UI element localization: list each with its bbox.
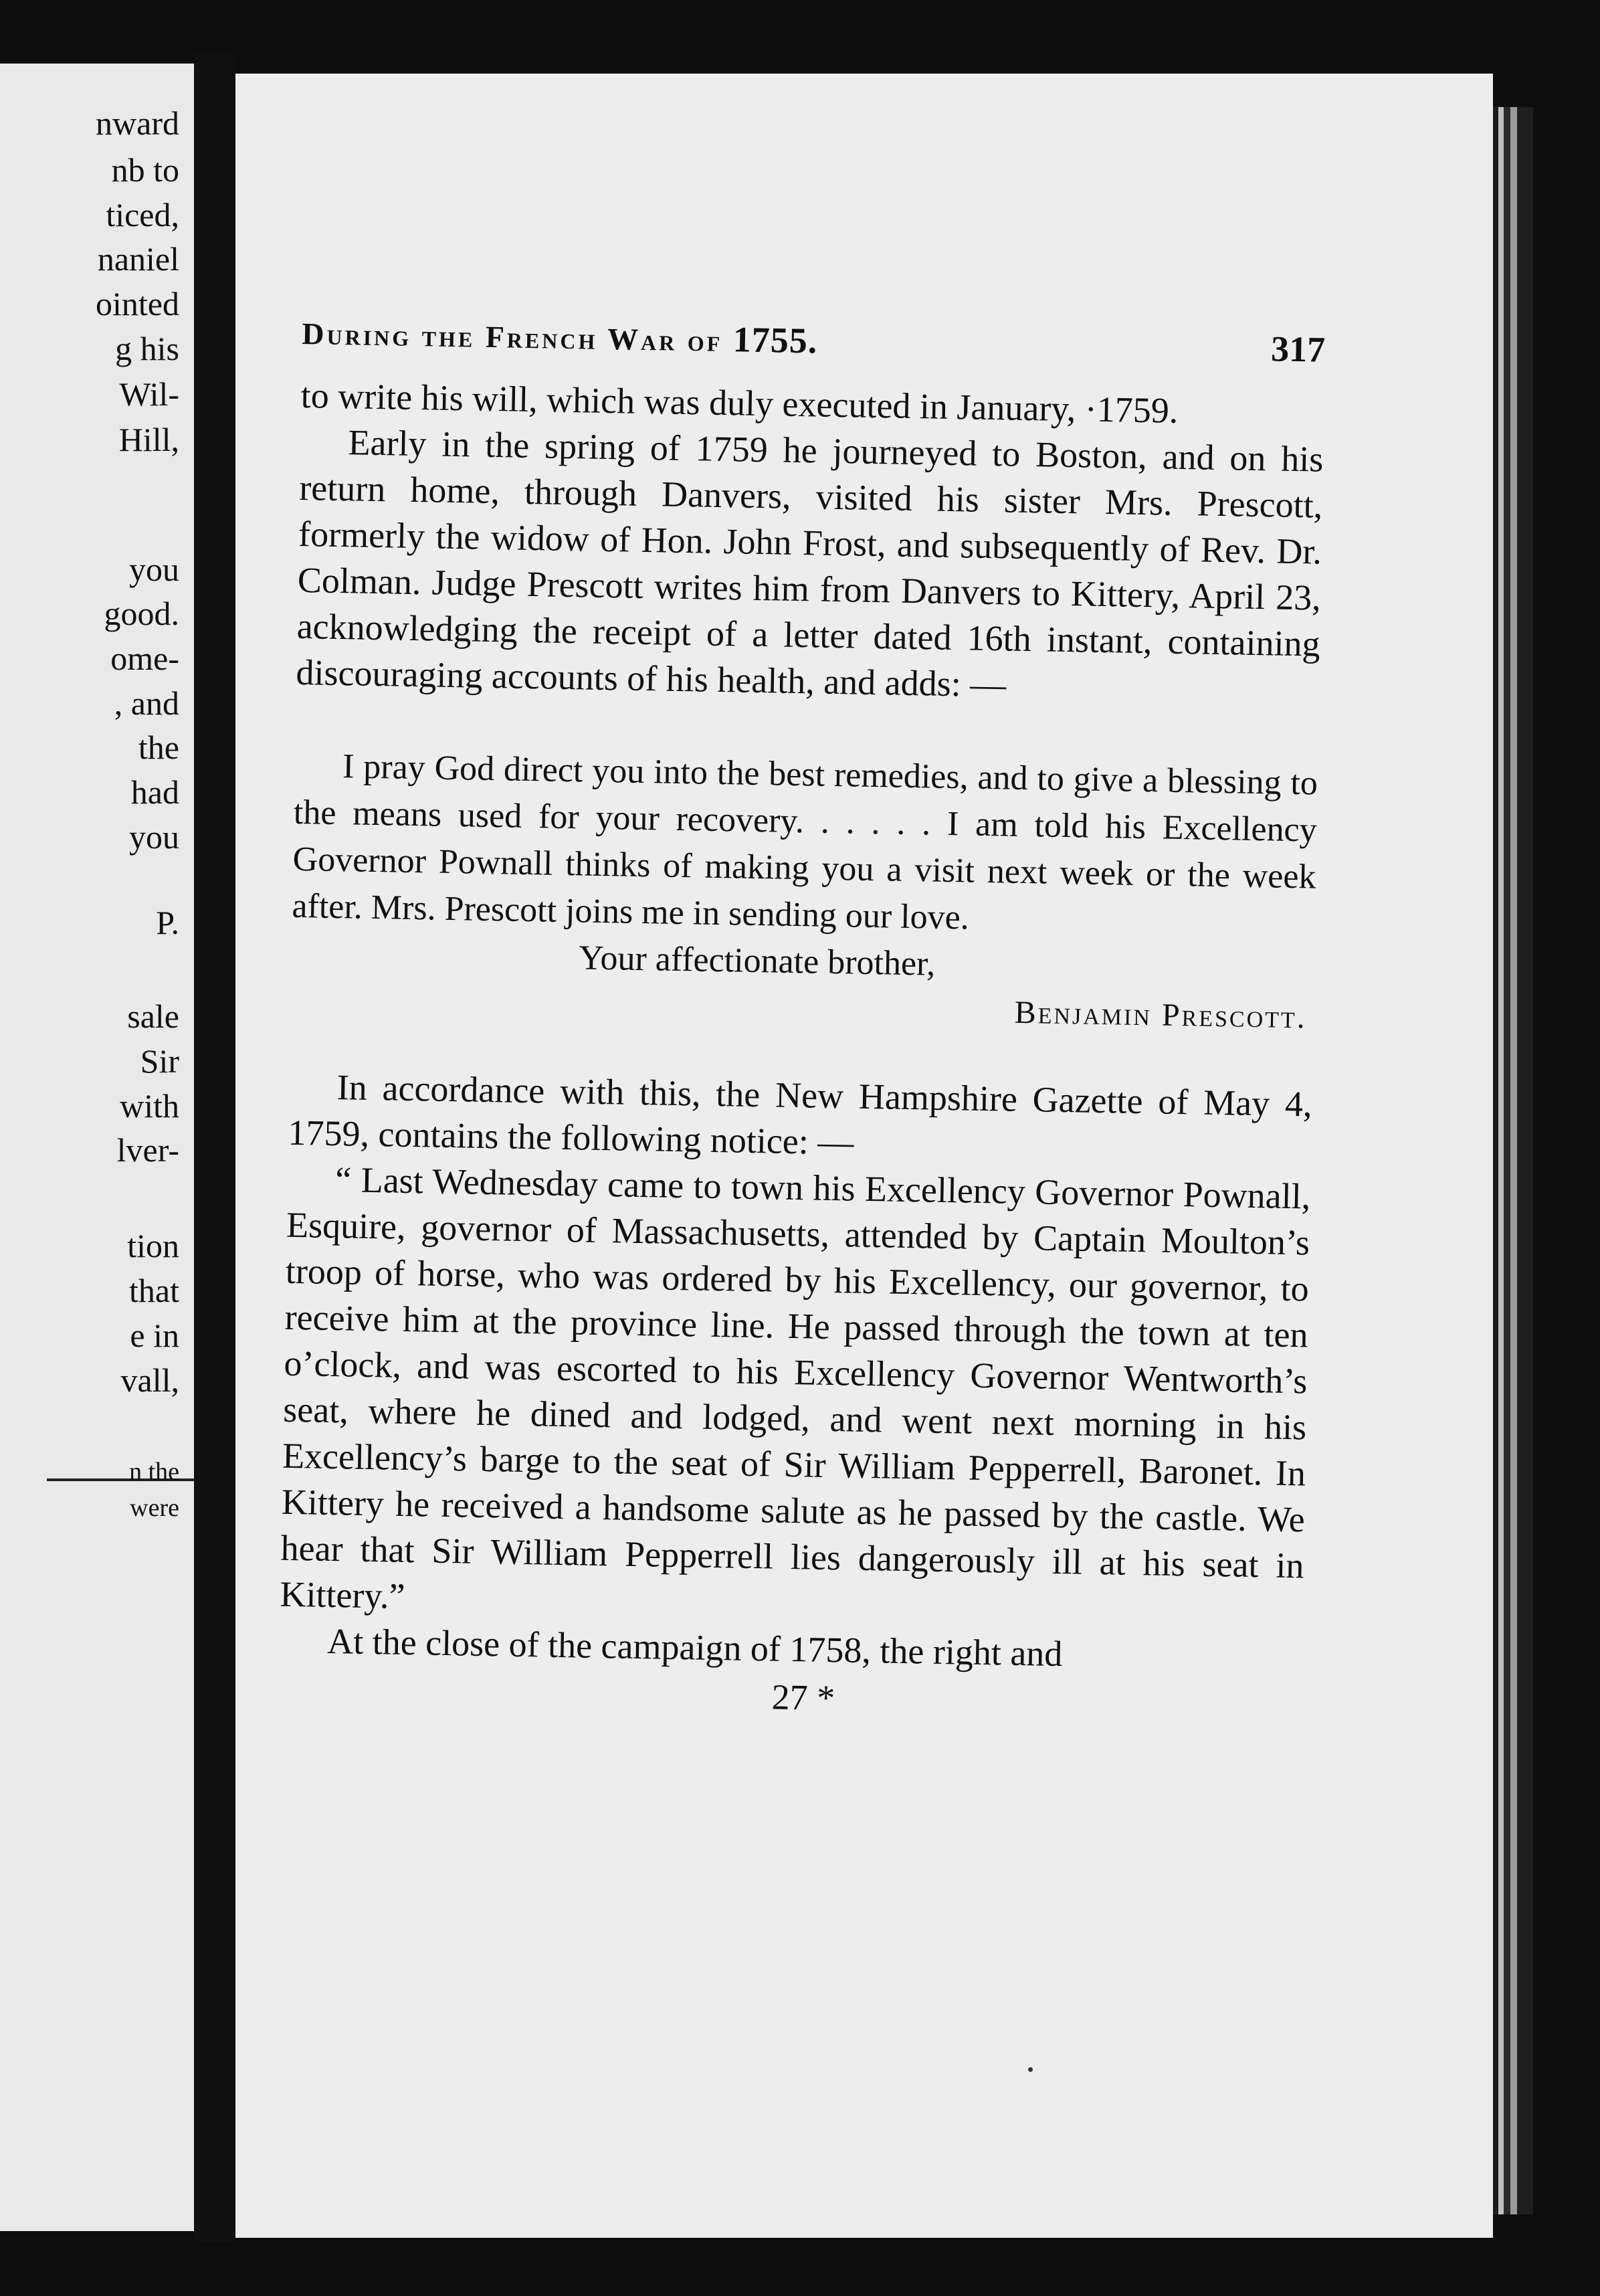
left-page-line-fragment: with: [120, 1087, 179, 1125]
paragraph-gazette-intro: In accordance with this, the New Hampshire Gazette of May 4, 1759, contains the following notice: —: [288, 1067, 1313, 1163]
left-page-line-fragment: Wil-: [119, 375, 179, 413]
left-page-line-fragment: that: [129, 1272, 179, 1309]
left-page-line-fragment: , and: [114, 684, 179, 722]
left-page-line-fragment: sale: [127, 997, 179, 1035]
paragraph-journey: Early in the spring of 1759 he journeyed to Boston, and on his return home, through Danvers, visited his sister Mrs. Prescott, formerly the widow of Hon. John Frost, and subsequently of Rev. Dr. Colman. Judge Prescott writes him from Danvers to Kittery, April 23, acknowledging the receipt of a letter dated 16th instant, containing discouraging accounts of his health, and adds: —: [296, 422, 1324, 705]
page-number: 317: [1270, 328, 1326, 370]
paragraph-will: to write his will, which was duly executed in January, ·1759.: [300, 375, 1179, 431]
left-page-line-fragment: were: [130, 1494, 179, 1522]
left-page-line-fragment: tion: [127, 1227, 179, 1264]
running-title-year: 1755.: [732, 319, 818, 361]
running-title: [302, 311, 818, 361]
left-page-line-fragment: lver-: [116, 1131, 179, 1169]
book-gutter: [194, 54, 235, 2241]
left-page-line-fragment: you: [129, 818, 179, 856]
quoted-letter: [290, 743, 1318, 1042]
left-page-line-fragment: nward: [96, 104, 179, 142]
previous-page-fragment: [0, 64, 194, 2231]
paragraph-gazette-notice: “ Last Wednesday came to town his Excellency Governor Pownall, Esquire, governor of Massachusetts, attended by Captain Moulton’s troop of horse, who was ordered by his Excellency, our governor, to receive him at the province line. He passed through the town at ten o’clock, and was escorted to his Excellency Governor Wentworth’s seat, where he dined and lodged, and went next morning in his Excellency’s barge to the seat of Sir William Pepperrell, Baronet. In Kittery he received a handsome salute as he passed by the castle. We hear that Sir William Pepperrell lies dangerously ill at his seat in Kittery.”: [280, 1159, 1311, 1616]
left-page-line-fragment: nb to: [111, 151, 179, 189]
page-speck: [1028, 2067, 1033, 2072]
running-title-text: During the French War of: [301, 316, 723, 358]
left-page-line-fragment: Hill,: [118, 421, 179, 458]
left-page-line-fragment: you: [129, 551, 179, 588]
page-edges: [1493, 107, 1533, 2214]
left-page-line-fragment: P.: [156, 904, 179, 941]
book-page: [235, 74, 1493, 2238]
letter-body: I pray God direct you into the best remedies, and to give a blessing to the means used for your recovery. . . . . . I am told his Excellency Governor Pownall thinks of making you a visit next week or the week after. Mrs. Prescott joins me in sending our love.: [291, 747, 1318, 937]
signature-name: Benjamin Prescott.: [1014, 994, 1308, 1036]
left-page-line-fragment: Sir: [140, 1042, 179, 1080]
left-page-line-fragment: n the: [129, 1458, 179, 1486]
left-page-line-fragment: ome-: [110, 640, 179, 677]
left-page-line-fragment: vall,: [120, 1361, 179, 1399]
left-page-line-fragment: ointed: [96, 285, 179, 322]
sheet-signature-mark: 27 *: [771, 1677, 835, 1719]
left-page-line-fragment: the: [138, 729, 179, 766]
running-head: [302, 311, 1326, 371]
page-content: [278, 311, 1326, 1727]
letter-closing: Your affectionate brother,: [578, 939, 936, 983]
left-page-line-fragment: ticed,: [106, 196, 179, 233]
paragraph-campaign: At the close of the campaign of 1758, the right and: [326, 1620, 1063, 1675]
left-page-line-fragment: good.: [104, 595, 179, 632]
left-page-line-fragment: had: [130, 773, 179, 811]
left-page-line-fragment: g his: [115, 330, 179, 367]
left-page-line-fragment: e in: [130, 1317, 179, 1354]
left-page-line-fragment: naniel: [97, 240, 179, 278]
